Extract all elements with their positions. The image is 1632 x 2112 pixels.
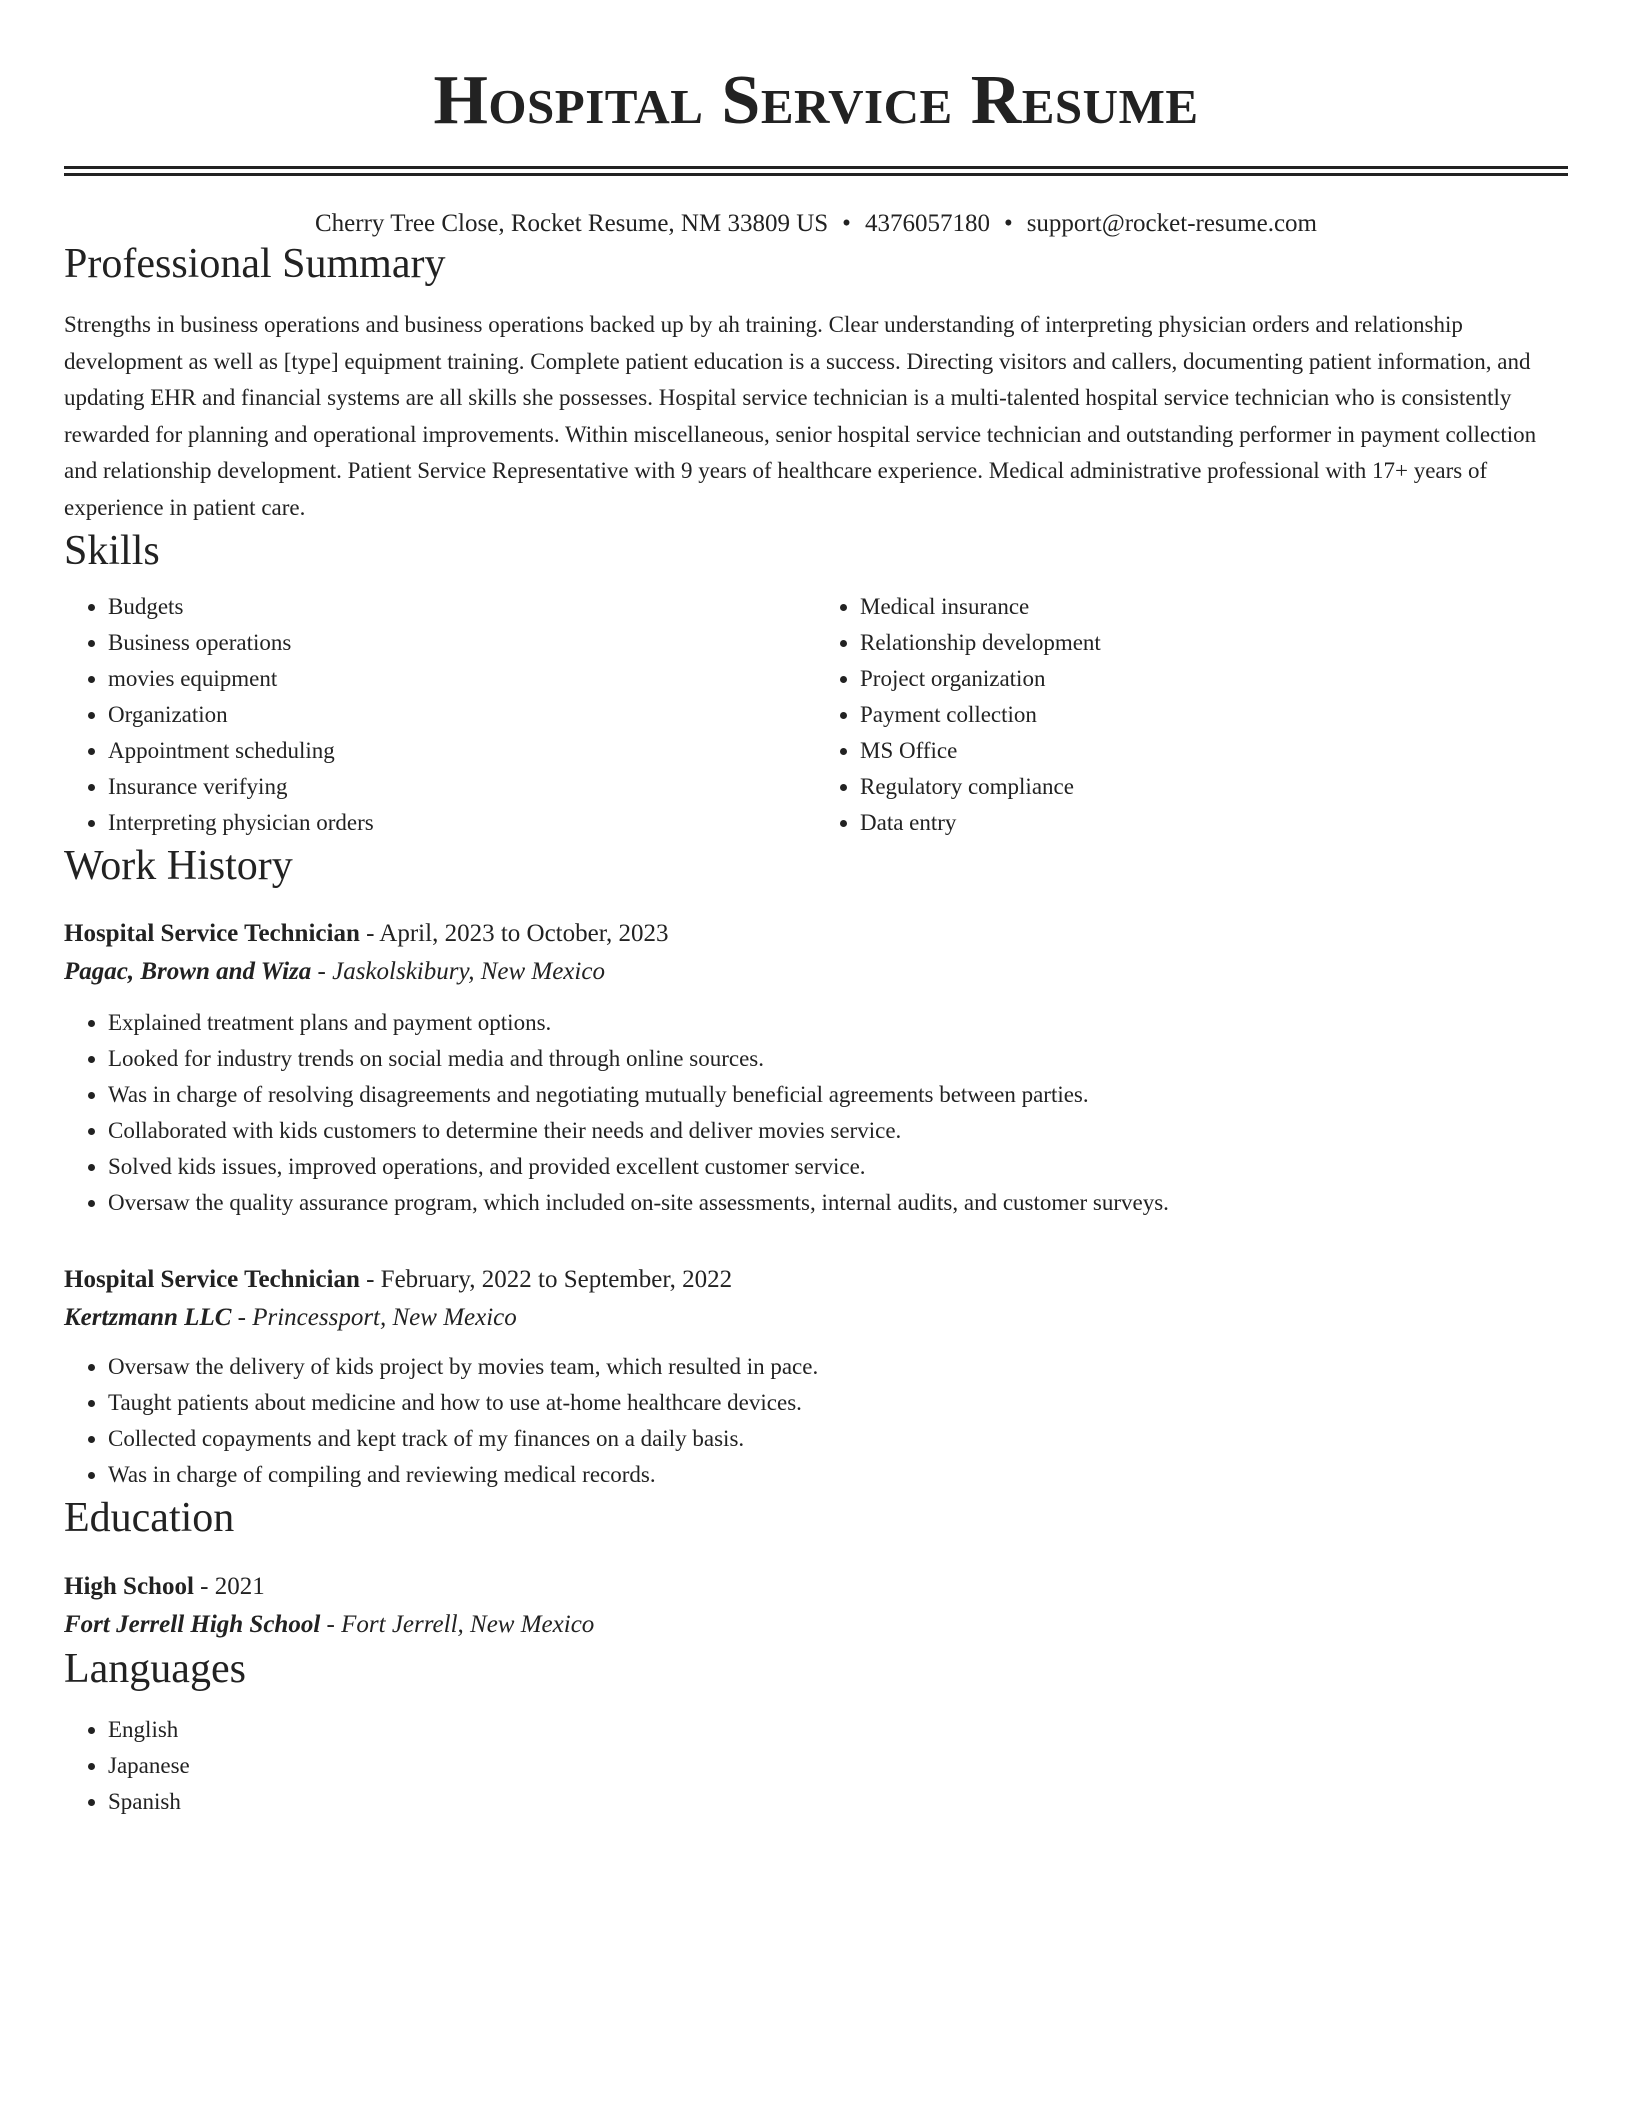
job-duty-item: • Collaborated with kids customers to determine their needs and deliver movies service. <box>108 1113 1568 1149</box>
language-item: • Spanish <box>108 1784 1568 1820</box>
job-duty-item: • Taught patients about medicine and how to use at-home healthcare devices. <box>108 1385 1568 1421</box>
languages-heading: Languages <box>64 1645 246 1692</box>
contact-separator: • <box>1003 210 1013 237</box>
contact-line <box>64 209 1568 239</box>
job-dates: - April, 2023 to October, 2023 <box>359 920 669 948</box>
job-org-line <box>64 1299 1568 1337</box>
job-entry <box>64 915 1568 1221</box>
contact-address: Cherry Tree Close, Rocket Resume, NM 33809 US <box>315 210 829 237</box>
job-dates: - February, 2022 to September, 2022 <box>359 1266 733 1294</box>
contact-separator: • <box>842 210 851 237</box>
skills-heading: Skills <box>64 528 160 575</box>
skill-item: • Data entry <box>860 805 1568 841</box>
skill-item: • Regulatory compliance <box>860 769 1568 805</box>
education-school: Fort Jerrell High School <box>64 1610 321 1638</box>
education-location: - Fort Jerrell, New Mexico <box>320 1610 595 1638</box>
skill-item: • Business operations <box>108 625 816 661</box>
job-duty-item: • Solved kids issues, improved operations, and provided excellent customer service. <box>108 1149 1568 1185</box>
job-company: Pagac, Brown and Wiza <box>64 958 312 986</box>
skills-column-left <box>64 589 816 841</box>
skill-item: • Interpreting physician orders <box>108 805 816 841</box>
skill-item: • Insurance verifying <box>108 769 816 805</box>
job-duties <box>64 1349 1568 1493</box>
job-duty-item: • Looked for industry trends on social media and through online sources. <box>108 1041 1568 1077</box>
languages-list <box>64 1712 1568 1820</box>
resume-title: Hospital Service Resume <box>433 62 1199 139</box>
job-org-line <box>64 953 1568 991</box>
job-company: Kertzmann LLC <box>64 1304 232 1332</box>
job-title: Hospital Service Technician <box>64 1266 360 1294</box>
title-divider <box>64 166 1568 176</box>
job-entry <box>64 1261 1568 1493</box>
job-duty-item: • Oversaw the delivery of kids project by movies team, which resulted in pace. <box>108 1349 1568 1385</box>
job-location: - Princessport, New Mexico <box>231 1304 517 1332</box>
skill-item: • Budgets <box>108 589 816 625</box>
job-duty-item: • Was in charge of compiling and reviewing medical records. <box>108 1457 1568 1493</box>
contact-phone: 4376057180 <box>864 210 990 237</box>
skill-item: • Appointment scheduling <box>108 733 816 769</box>
job-title-line <box>64 1261 1568 1299</box>
work-history-heading: Work History <box>64 842 293 889</box>
education-entry <box>64 1568 1568 1644</box>
contact-email: support@rocket-resume.com <box>1026 210 1317 237</box>
education-degree-line <box>64 1568 1568 1606</box>
job-duty-item: • Collected copayments and kept track of my finances on a daily basis. <box>108 1421 1568 1457</box>
job-duty-item: • Explained treatment plans and payment options. <box>108 1005 1568 1041</box>
education-heading: Education <box>64 1495 235 1542</box>
job-location: - Jaskolskibury, New Mexico <box>311 958 605 986</box>
skill-item: • Payment collection <box>860 697 1568 733</box>
summary-heading: Professional Summary <box>64 241 446 287</box>
education-school-line <box>64 1606 1568 1644</box>
education-degree: High School <box>64 1572 194 1600</box>
job-duty-item: • Was in charge of resolving disagreements and negotiating mutually beneficial agreements between parties. <box>108 1077 1568 1113</box>
job-title-line <box>64 915 1568 953</box>
summary-text: Strengths in business operations and business operations backed up by ah training. Clear understanding of interpreting physician orders and relationship development as well as [type] equipment training. Complete patient education is a success. Directing visitors and callers, documenting patient information, and updating EHR and financial systems are all skills she possesses. Hospital service technician is a multi-talented hospital service technician who is consistently rewarded for planning and operational improvements. Within miscellaneous, senior hospital service technician and outstanding performer in payment collection and relationship development. Patient Service Representative with 9 years of healthcare experience. Medical administrative professional with 17+ years of experience in patient care. <box>64 312 1537 520</box>
job-duty-item: • Oversaw the quality assurance program, which included on-site assessments, internal audits, and customer surveys. <box>108 1185 1568 1221</box>
skill-item: • MS Office <box>860 733 1568 769</box>
education-year: - 2021 <box>193 1572 265 1600</box>
skill-item: • Medical insurance <box>860 589 1568 625</box>
job-title: Hospital Service Technician <box>64 920 360 948</box>
skills-list <box>64 589 1568 841</box>
skills-column-right <box>816 589 1568 841</box>
job-duties <box>64 1005 1568 1221</box>
languages-section <box>64 1712 1568 1820</box>
skill-item: • Project organization <box>860 661 1568 697</box>
skill-item: • Organization <box>108 697 816 733</box>
language-item: • Japanese <box>108 1748 1568 1784</box>
language-item: • English <box>108 1712 1568 1748</box>
skill-item: • Relationship development <box>860 625 1568 661</box>
skill-item: • movies equipment <box>108 661 816 697</box>
